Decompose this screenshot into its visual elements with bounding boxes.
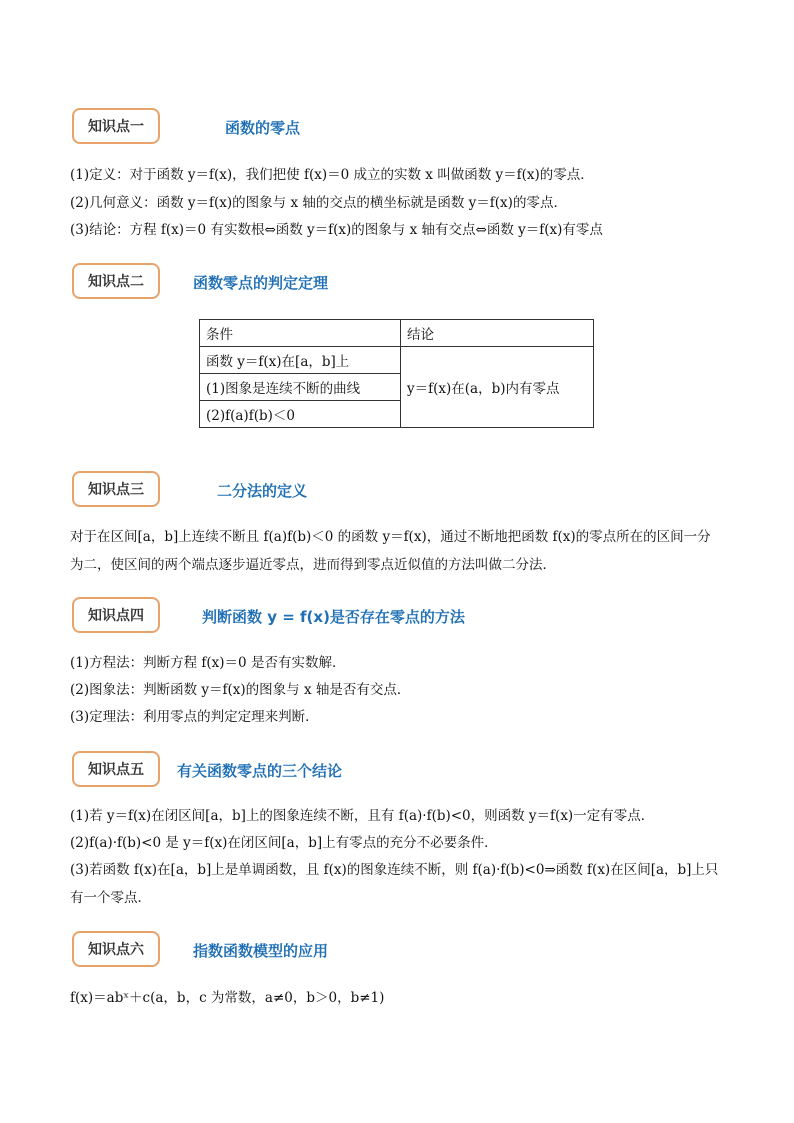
section-tag: 知识点一 xyxy=(72,108,160,144)
text-line: (1)定义：对于函数 y＝f(x)，我们把使 f(x)＝0 成立的实数 x 叫做函数 y＝f(x)的零点． xyxy=(70,167,594,183)
section-tag: 知识点五 xyxy=(72,751,160,787)
condition-cell: (1)图象是连续不断的曲线 xyxy=(200,374,401,401)
section-title: 函数的零点 xyxy=(225,119,301,137)
section-tag: 知识点六 xyxy=(72,931,160,967)
section-title: 二分法的定义 xyxy=(217,482,308,500)
section-tag: 知识点二 xyxy=(72,263,160,299)
section-title: 指数函数模型的应用 xyxy=(193,942,329,960)
section-title: 函数零点的判定定理 xyxy=(193,274,329,292)
table-header: 条件 xyxy=(200,320,401,347)
text-line: (3)定理法：利用零点的判定定理来判断． xyxy=(70,709,319,725)
criteria-table xyxy=(199,319,594,428)
text-paragraph: (3)若函数 f(x)在[a，b]上是单调函数，且 f(x)的图象连续不断，则 f(a)·f(b)<0⇒函数 f(x)在区间[a，b]上只有一个零点． xyxy=(70,862,719,906)
table-row xyxy=(200,347,594,374)
table-header: 结论 xyxy=(401,320,594,347)
text-line: (2)图象法：判断函数 y＝f(x)的图象与 x 轴是否有交点． xyxy=(70,682,411,698)
text-line: (2)f(a)·f(b)<0 是 y＝f(x)在闭区间[a，b]上有零点的充分不必要条件． xyxy=(70,835,498,851)
text-line: (2)几何意义：函数 y＝f(x)的图象与 x 轴的交点的横坐标就是函数 y＝f(x)的零点． xyxy=(70,195,567,211)
condition-cell: (2)f(a)f(b)＜0 xyxy=(200,401,401,428)
section-tag: 知识点三 xyxy=(72,471,160,507)
conclusion-cell: y＝f(x)在(a，b)内有零点 xyxy=(401,347,594,428)
text-line: (3)结论：方程 f(x)＝0 有实数根⇔函数 y＝f(x)的图象与 x 轴有交点⇔函数 y＝f(x)有零点 xyxy=(70,222,603,238)
section-title: 有关函数零点的三个结论 xyxy=(177,762,343,780)
text-line: (1)方程法：判断方程 f(x)＝0 是否有实数解． xyxy=(70,655,346,671)
condition-cell: 函数 y＝f(x)在[a，b]上 xyxy=(200,347,401,374)
table-row xyxy=(200,320,594,347)
text-paragraph: 对于在区间[a，b]上连续不断且 f(a)f(b)＜0 的函数 y＝f(x)，通过不断地把函数 f(x)的零点所在的区间一分为二，使区间的两个端点逐步逼近零点，进而得到零点近似值的方法叫做二分法． xyxy=(70,529,711,573)
text-line: (1)若 y＝f(x)在闭区间[a，b]上的图象连续不断，且有 f(a)·f(b)<0，则函数 y＝f(x)一定有零点． xyxy=(70,808,655,824)
section-title: 判断函数 y = f(x)是否存在零点的方法 xyxy=(202,608,465,626)
formula-line: f(x)＝abˣ＋c(a，b，c 为常数，a≠0，b＞0，b≠1) xyxy=(70,990,385,1006)
section-tag: 知识点四 xyxy=(72,597,160,633)
